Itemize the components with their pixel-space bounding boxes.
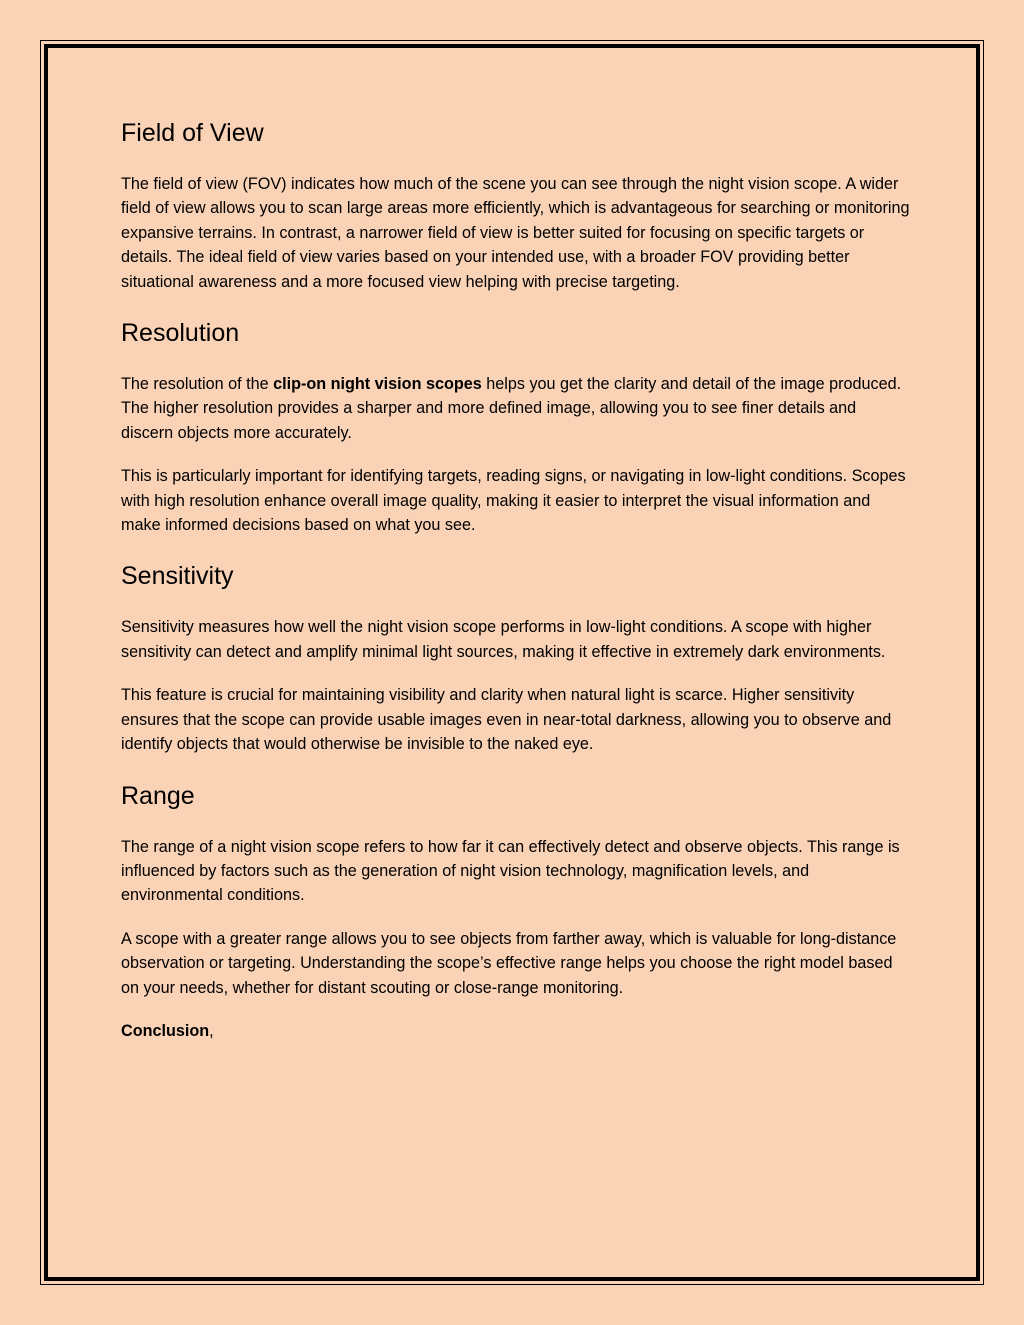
- paragraph-sensitivity-2: This feature is crucial for maintaining visibility and clarity when natural light is scarce. Higher sensitivity ensures that the scope can provide usable images even in near-total darkness, allowing you to observe and identify objects that would otherwise be invisible to the naked eye.: [121, 686, 892, 754]
- heading-sensitivity: Sensitivity: [121, 562, 234, 591]
- paragraph-resolution-2: This is particularly important for identifying targets, reading signs, or navigating in low-light conditions. Scopes with high resolution enhance overall image quality, making it easier to interpret the visual information and make informed decisions based on what you see.: [121, 467, 906, 535]
- paragraph-sensitivity-1: Sensitivity measures how well the night vision scope performs in low-light conditions. A scope with higher sensitivity can detect and amplify minimal light sources, making it effective in extremely dark environments.: [121, 618, 886, 661]
- resolution-text-after: helps you get the clarity and detail of the image produced. The higher resolution provides a sharper and more defined image, allowing you to see finer details and discern objects more accurately.: [121, 375, 902, 442]
- conclusion-suffix: ,: [209, 1021, 214, 1040]
- conclusion-line: [121, 1019, 911, 1043]
- heading-resolution: Resolution: [121, 319, 240, 348]
- paragraph-range-2: A scope with a greater range allows you to see objects from farther away, which is valuable for long-distance observation or targeting. Understanding the scope’s effective range helps you choose the right model based on your needs, whether for distant scouting or close-range monitoring.: [121, 929, 897, 997]
- heading-range: Range: [121, 781, 195, 810]
- paragraph-resolution-1: [121, 372, 911, 445]
- resolution-text-before: The resolution of the: [121, 375, 274, 394]
- heading-field-of-view: Field of View: [121, 119, 264, 147]
- paragraph-range-1: The range of a night vision scope refers to how far it can effectively detect and observe objects. This range is influenced by factors such as the generation of night vision technology, magnification levels, and environmental conditions.: [121, 837, 900, 905]
- conclusion-label: Conclusion: [121, 1021, 210, 1040]
- resolution-bold-link-text: clip-on night vision scopes: [273, 375, 482, 394]
- document-body: [121, 118, 911, 1062]
- paragraph-field-of-view: The field of view (FOV) indicates how much of the scene you can see through the night vision scope. A wider field of view allows you to scan large areas more efficiently, which is advantageous for searching or monitoring expansive terrains. In contrast, a narrower field of view is better suited for focusing on specific targets or details. The ideal field of view varies based on your intended use, with a broader FOV providing better situational awareness and a more focused view helping with precise targeting.: [121, 175, 910, 291]
